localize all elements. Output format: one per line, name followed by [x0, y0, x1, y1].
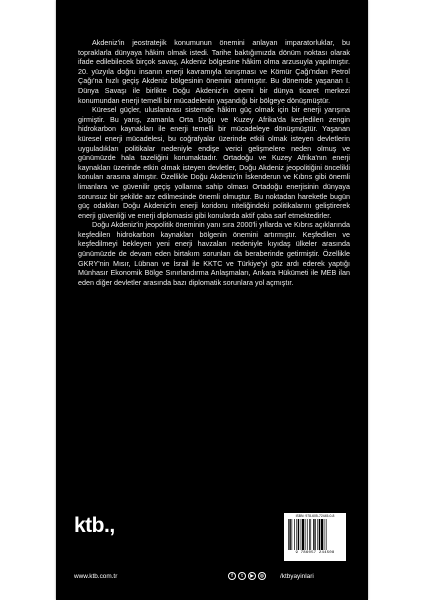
publisher-logo: ktb., — [74, 514, 115, 537]
instagram-icon[interactable]: ◎ — [259, 573, 264, 578]
social-icons — [228, 572, 266, 580]
social-handle[interactable]: /ktbyayinlari — [280, 573, 314, 580]
blurb-paragraph-1: Akdeniz'in jeostratejik konumunun önemini anlayan imparatorluklar, bu topraklarla dünyaya hâkim olmak istedi. Tarihe baktığımızda dönüm noktası olarak ifade edilebilecek birçok savaş, Akdeniz bölgesine hâkim olma arzusuyla yapılmıştır. 20. yüzyıla doğru insanın enerji kavramıyla tanışması ve Kömür Çağı'ndan Petrol Çağı'na hızlı geçiş Akdeniz bölgesinin önemini artırmıştır. Bu dönemde yaşanan I. Dünya Savaşı ile birlikte Doğu Akdeniz'in önemi bir dünya ticaret merkezi konumundan enerji temelli bir mücadelenin yaşandığı bir bölgeye dönüşmüştür. — [78, 38, 350, 105]
blurb-paragraph-2: Küresel güçler, uluslararası sistemde hâkim güç olmak için bir enerji yarışına girmiştir. Bu yarış, zamanla Orta Doğu ve Kuzey Afrika'da keşfedilen zengin hidrokarbon kaynakları ile enerji temelli bir mücadeleye dönüşmüştür. Yaşanan küresel enerji mücadelesi, bu coğrafyalar üzerinde etkili olmak isteyen devletlerin uyguladıkları politikalar nedeniyle endişe verici gelişmelere neden olmuş ve günümüzde hala tazeliğini korumaktadır. Ortadoğu ve Kuzey Afrika'nın enerji kaynakları üzerinde etkin olmak isteyen devletler, Doğu Akdeniz jeopolitiğini öncelikli konuları arasına almıştır. Özellikle Doğu Akdeniz'in İskenderun ve Kıbrıs gibi önemli limanlara ve güvenilir geçiş yollarına sahip olması Ortadoğu enerjisinin dünyaya sorunsuz bir şekilde arz edilmesinde önemli olmuştur. Bu noktadan hareketle bugün güç odakları Doğu Akdeniz'in enerji koridoru niteliğindeki politikalarını geliştirerek enerji güvenliği ve enerji diplomasisi gibi konularda aktif çaba sarf etmektedirler. — [78, 105, 350, 220]
blurb-paragraph-3: Doğu Akdeniz'in jeopolitik öneminin yanı sıra 2000'li yıllarda ve Kıbrıs açıklarında keşfedilen hidrokarbon kaynakları bölgenin önemini artırmıştır. Keşfedilen ve keşfedilmeyi bekleyen yeni enerji havzaları nedeniyle kıyıdaş ülkeler arasında günümüzde de devam eden birtakım sorunları da beraberinde getirmiştir. Özellikle GKRY'nin Mısır, Lübnan ve İsrail ile KKTC ve Türkiye'yi göz ardı ederek yaptığı Münhasır Ekonomik Bölge Sınırlandırma Anlaşmaları, Ankara Hükümeti ile MEB ilan eden diğer devletler arasında bazı diplomatik sorunlara yol açmıştır. — [78, 220, 350, 287]
website-link[interactable]: www.ktb.com.tr — [74, 573, 118, 580]
youtube-icon[interactable]: ▶ — [248, 572, 256, 580]
footer — [74, 573, 350, 583]
blurb-text — [78, 38, 350, 287]
facebook-icon[interactable]: f — [228, 572, 236, 580]
back-cover — [56, 0, 368, 600]
twitter-icon[interactable]: t — [238, 572, 246, 580]
barcode-bars — [288, 519, 342, 550]
barcode — [284, 513, 346, 561]
isbn-label: ISBN: 978-605-72445-0-8 — [295, 514, 335, 518]
barcode-number: 9 786057 244508 — [295, 551, 335, 555]
